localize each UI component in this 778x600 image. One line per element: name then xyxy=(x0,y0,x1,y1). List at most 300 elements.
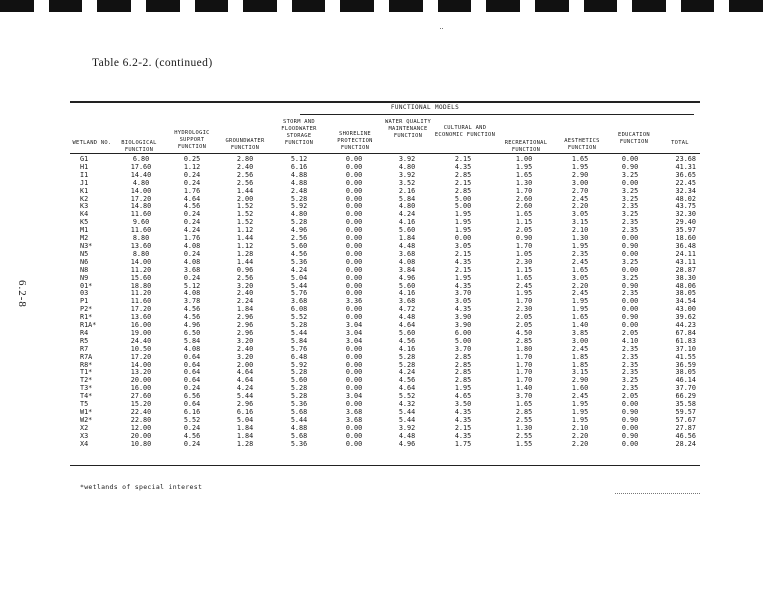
value-cell: 0.00 xyxy=(345,377,363,385)
value-cell: 0.96 xyxy=(236,266,254,274)
value-cell: 12.00 xyxy=(130,424,152,432)
value-cell: 3.20 xyxy=(236,282,254,290)
value-cell: 3.25 xyxy=(621,195,639,203)
value-cell: 2.45 xyxy=(571,258,589,266)
value-cell: 2.35 xyxy=(621,203,639,211)
value-cell: 4.35 xyxy=(454,432,472,440)
value-cell: 4.10 xyxy=(621,337,639,345)
table-row xyxy=(72,172,700,180)
value-cell: 3.68 xyxy=(345,409,363,416)
total-cell: 24.11 xyxy=(675,250,696,258)
value-cell: 2.40 xyxy=(236,290,254,298)
value-cell: 5.84 xyxy=(183,337,201,345)
value-cell: 5.00 xyxy=(454,203,472,211)
value-cell: 5.28 xyxy=(290,393,308,401)
value-cell: 1.52 xyxy=(236,211,254,219)
value-cell: 3.90 xyxy=(454,314,472,322)
value-cell: 19.00 xyxy=(130,329,152,337)
value-cell: 4.35 xyxy=(454,163,472,171)
total-cell: 46.14 xyxy=(675,377,696,385)
wetland-id-cell: K4 xyxy=(80,211,89,219)
total-cell: 23.68 xyxy=(675,156,696,163)
total-cell: 32.34 xyxy=(675,187,696,195)
value-cell: 4.35 xyxy=(454,409,472,416)
table-row xyxy=(72,290,700,298)
value-cell: 0.00 xyxy=(621,322,639,330)
value-cell: 1.12 xyxy=(183,163,201,171)
value-cell: 2.55 xyxy=(515,432,533,440)
value-cell: 2.56 xyxy=(290,235,308,243)
value-cell: 1.95 xyxy=(571,306,589,314)
value-cell: 3.68 xyxy=(398,298,416,306)
wetland-id-cell: R7 xyxy=(80,345,89,353)
value-cell: 5.28 xyxy=(290,219,308,227)
value-cell: 1.44 xyxy=(236,187,254,195)
col-header-wetland: WETLAND NO. xyxy=(72,140,112,146)
value-cell: 3.78 xyxy=(183,298,201,306)
value-cell: 4.08 xyxy=(183,290,201,298)
wetland-id-cell: J1 xyxy=(80,179,89,187)
wetland-id-cell: R7A xyxy=(80,353,93,361)
value-cell: 2.80 xyxy=(236,156,254,163)
value-cell: 3.84 xyxy=(398,266,416,274)
wetland-id-cell: N3* xyxy=(80,242,93,250)
value-cell: 4.56 xyxy=(398,337,416,345)
value-cell: 3.52 xyxy=(398,179,416,187)
table-row xyxy=(72,298,700,306)
value-cell: 0.00 xyxy=(345,219,363,227)
value-cell: 4.08 xyxy=(183,258,201,266)
value-cell: 4.64 xyxy=(236,377,254,385)
total-cell: 29.40 xyxy=(675,219,696,227)
value-cell: 5.44 xyxy=(290,282,308,290)
value-cell: 1.65 xyxy=(515,171,533,179)
value-cell: 1.85 xyxy=(571,361,589,369)
value-cell: 1.70 xyxy=(515,361,533,369)
col-header-shoreline: SHORELINE PROTECTION FUNCTION xyxy=(337,131,373,151)
value-cell: 2.40 xyxy=(236,345,254,353)
table-row xyxy=(72,227,700,235)
functional-models-table xyxy=(72,156,700,449)
value-cell: 5.44 xyxy=(290,416,308,424)
value-cell: 0.00 xyxy=(345,195,363,203)
value-cell: 0.00 xyxy=(621,424,639,432)
wetland-id-cell: W2* xyxy=(80,416,93,424)
value-cell: 4.56 xyxy=(398,377,416,385)
table-row xyxy=(72,409,700,417)
value-cell: 0.00 xyxy=(345,345,363,353)
value-cell: 2.00 xyxy=(236,361,254,369)
value-cell: 4.24 xyxy=(398,369,416,377)
value-cell: 5.04 xyxy=(290,274,308,282)
value-cell: 4.24 xyxy=(398,211,416,219)
value-cell: 0.90 xyxy=(621,282,639,290)
value-cell: 5.44 xyxy=(398,416,416,424)
table-row xyxy=(72,180,700,188)
value-cell: 3.15 xyxy=(571,369,589,377)
value-cell: 13.60 xyxy=(130,314,152,322)
value-cell: 3.68 xyxy=(290,298,308,306)
value-cell: 3.04 xyxy=(345,322,363,330)
value-cell: 1.44 xyxy=(236,258,254,266)
value-cell: 13.20 xyxy=(130,369,152,377)
value-cell: 2.85 xyxy=(454,377,472,385)
value-cell: 2.15 xyxy=(454,424,472,432)
value-cell: 0.24 xyxy=(183,424,201,432)
value-cell: 5.60 xyxy=(398,227,416,235)
table-row xyxy=(72,322,700,330)
value-cell: 3.50 xyxy=(454,401,472,409)
value-cell: 14.00 xyxy=(130,187,152,195)
value-cell: 4.24 xyxy=(290,266,308,274)
value-cell: 4.64 xyxy=(398,322,416,330)
value-cell: 0.00 xyxy=(345,440,363,448)
value-cell: 0.00 xyxy=(345,266,363,274)
value-cell: 5.44 xyxy=(398,409,416,416)
value-cell: 0.00 xyxy=(621,401,639,409)
value-cell: 0.90 xyxy=(621,163,639,171)
value-cell: 2.15 xyxy=(454,179,472,187)
total-cell: 43.00 xyxy=(675,306,696,314)
value-cell: 5.28 xyxy=(398,361,416,369)
wetland-id-cell: G1 xyxy=(80,156,89,163)
value-cell: 3.25 xyxy=(621,187,639,195)
value-cell: 4.48 xyxy=(398,432,416,440)
wetland-id-cell: T4* xyxy=(80,393,93,401)
value-cell: 3.04 xyxy=(345,337,363,345)
value-cell: 1.65 xyxy=(571,314,589,322)
value-cell: 1.30 xyxy=(515,424,533,432)
value-cell: 2.40 xyxy=(236,163,254,171)
table-title: Table 6.2-2. (continued) xyxy=(92,57,213,69)
value-cell: 0.24 xyxy=(183,440,201,448)
value-cell: 5.44 xyxy=(290,329,308,337)
value-cell: 5.92 xyxy=(290,203,308,211)
wetland-id-cell: T3* xyxy=(80,385,93,393)
wetland-id-cell: K3 xyxy=(80,203,89,211)
wetland-id-cell: T2* xyxy=(80,377,93,385)
value-cell: 2.05 xyxy=(515,322,533,330)
col-header-water-quality: WATER QUALITY MAINTENANCE FUNCTION xyxy=(384,119,432,139)
value-cell: 4.35 xyxy=(454,282,472,290)
wetland-id-cell: K1 xyxy=(80,187,89,195)
value-cell: 5.92 xyxy=(290,361,308,369)
col-header-recreational: RECREATIONAL FUNCTION xyxy=(504,140,548,153)
total-cell: 37.10 xyxy=(675,345,696,353)
value-cell: 1.65 xyxy=(571,156,589,163)
value-cell: 0.00 xyxy=(454,235,472,243)
value-cell: 5.36 xyxy=(290,258,308,266)
value-cell: 5.00 xyxy=(454,337,472,345)
value-cell: 5.84 xyxy=(398,195,416,203)
wetland-id-cell: N6 xyxy=(80,258,89,266)
value-cell: 5.12 xyxy=(183,282,201,290)
value-cell: 4.80 xyxy=(132,179,150,187)
value-cell: 1.76 xyxy=(183,187,201,195)
value-cell: 8.80 xyxy=(132,235,150,243)
table-row xyxy=(72,203,700,211)
value-cell: 4.24 xyxy=(183,227,201,235)
value-cell: 0.00 xyxy=(345,424,363,432)
value-cell: 3.05 xyxy=(454,242,472,250)
value-cell: 2.96 xyxy=(236,401,254,409)
value-cell: 5.52 xyxy=(398,393,416,401)
value-cell: 0.00 xyxy=(621,440,639,448)
value-cell: 6.50 xyxy=(183,329,201,337)
value-cell: 1.84 xyxy=(398,235,416,243)
value-cell: 2.15 xyxy=(454,156,472,163)
value-cell: 6.08 xyxy=(290,306,308,314)
value-cell: 1.65 xyxy=(515,401,533,409)
value-cell: 1.84 xyxy=(236,432,254,440)
wetland-id-cell: W1* xyxy=(80,409,93,416)
value-cell: 2.60 xyxy=(515,203,533,211)
value-cell: 1.70 xyxy=(515,298,533,306)
value-cell: 5.52 xyxy=(183,416,201,424)
value-cell: 4.96 xyxy=(290,227,308,235)
value-cell: 4.56 xyxy=(183,203,201,211)
value-cell: 3.25 xyxy=(621,171,639,179)
table-row xyxy=(72,354,700,362)
value-cell: 3.70 xyxy=(515,393,533,401)
value-cell: 1.95 xyxy=(571,416,589,424)
value-cell: 0.00 xyxy=(345,353,363,361)
value-cell: 5.36 xyxy=(290,401,308,409)
value-cell: 0.00 xyxy=(345,242,363,250)
wetland-id-cell: R1* xyxy=(80,314,93,322)
wetland-id-cell: N9 xyxy=(80,274,89,282)
value-cell: 2.90 xyxy=(571,171,589,179)
table-row xyxy=(72,267,700,275)
total-cell: 41.55 xyxy=(675,353,696,361)
value-cell: 2.35 xyxy=(621,219,639,227)
value-cell: 6.48 xyxy=(290,353,308,361)
wetland-id-cell: M2 xyxy=(80,235,89,243)
value-cell: 0.00 xyxy=(621,298,639,306)
table-row xyxy=(72,211,700,219)
table-row xyxy=(72,433,700,441)
value-cell: 1.00 xyxy=(515,156,533,163)
value-cell: 0.00 xyxy=(345,227,363,235)
value-cell: 1.28 xyxy=(236,440,254,448)
table-row xyxy=(72,259,700,267)
value-cell: 3.92 xyxy=(398,171,416,179)
value-cell: 1.44 xyxy=(236,235,254,243)
value-cell: 0.24 xyxy=(183,179,201,187)
value-cell: 22.40 xyxy=(130,409,152,416)
value-cell: 2.45 xyxy=(571,290,589,298)
value-cell: 2.20 xyxy=(571,432,589,440)
value-cell: 1.65 xyxy=(515,211,533,219)
value-cell: 5.28 xyxy=(398,353,416,361)
wetland-id-cell: 01* xyxy=(80,282,93,290)
value-cell: 13.60 xyxy=(130,242,152,250)
value-cell: 14.00 xyxy=(130,258,152,266)
total-cell: 38.30 xyxy=(675,274,696,282)
value-cell: 2.85 xyxy=(454,187,472,195)
value-cell: 2.15 xyxy=(454,250,472,258)
value-cell: 0.00 xyxy=(345,401,363,409)
total-cell: 57.67 xyxy=(675,416,696,424)
table-row xyxy=(72,251,700,259)
wetland-id-cell: X4 xyxy=(80,440,89,448)
value-cell: 0.00 xyxy=(345,235,363,243)
value-cell: 2.35 xyxy=(621,345,639,353)
total-cell: 35.97 xyxy=(675,227,696,235)
value-cell: 14.80 xyxy=(130,203,152,211)
value-cell: 1.60 xyxy=(571,385,589,393)
value-cell: 6.56 xyxy=(183,393,201,401)
value-cell: 1.85 xyxy=(571,353,589,361)
value-cell: 2.16 xyxy=(398,187,416,195)
value-cell: 1.95 xyxy=(571,401,589,409)
value-cell: 0.24 xyxy=(183,219,201,227)
total-cell: 48.06 xyxy=(675,282,696,290)
footnote: *wetlands of special interest xyxy=(80,483,203,491)
table-row xyxy=(72,196,700,204)
col-header-groundwater: GROUNDWATER FUNCTION xyxy=(225,138,265,151)
total-cell: 43.11 xyxy=(675,258,696,266)
value-cell: 1.70 xyxy=(515,242,533,250)
value-cell: 6.16 xyxy=(290,163,308,171)
value-cell: 5.28 xyxy=(290,385,308,393)
value-cell: 2.85 xyxy=(454,361,472,369)
value-cell: 1.95 xyxy=(454,227,472,235)
value-cell: 0.00 xyxy=(621,306,639,314)
value-cell: 2.48 xyxy=(290,187,308,195)
table-row xyxy=(72,283,700,291)
value-cell: 5.28 xyxy=(290,369,308,377)
wetland-id-cell: K2 xyxy=(80,195,89,203)
table-row xyxy=(72,306,700,314)
value-cell: 4.08 xyxy=(183,345,201,353)
value-cell: 2.10 xyxy=(571,424,589,432)
value-cell: 11.20 xyxy=(130,266,152,274)
value-cell: 2.85 xyxy=(515,337,533,345)
value-cell: 4.24 xyxy=(236,385,254,393)
value-cell: 16.00 xyxy=(130,322,152,330)
value-cell: 2.05 xyxy=(621,393,639,401)
value-cell: 1.95 xyxy=(571,242,589,250)
value-cell: 3.20 xyxy=(236,353,254,361)
value-cell: 0.00 xyxy=(621,235,639,243)
value-cell: 5.28 xyxy=(290,322,308,330)
value-cell: 4.35 xyxy=(454,416,472,424)
wetland-id-cell: R4 xyxy=(80,329,89,337)
value-cell: 4.80 xyxy=(398,163,416,171)
value-cell: 2.05 xyxy=(621,329,639,337)
value-cell: 2.96 xyxy=(236,329,254,337)
side-page-number: 6.2-8 xyxy=(16,280,28,308)
value-cell: 1.95 xyxy=(454,274,472,282)
value-cell: 4.56 xyxy=(290,250,308,258)
table-row xyxy=(72,362,700,370)
value-cell: 2.30 xyxy=(515,258,533,266)
value-cell: 3.15 xyxy=(571,219,589,227)
value-cell: 17.20 xyxy=(130,195,152,203)
table-row xyxy=(72,369,700,377)
value-cell: 4.56 xyxy=(183,432,201,440)
value-cell: 3.25 xyxy=(621,258,639,266)
value-cell: 4.08 xyxy=(183,242,201,250)
table-row xyxy=(72,219,700,227)
value-cell: 1.65 xyxy=(515,274,533,282)
value-cell: 2.20 xyxy=(571,440,589,448)
table-row xyxy=(72,385,700,393)
total-cell: 38.05 xyxy=(675,290,696,298)
wetland-id-cell: X2 xyxy=(80,424,89,432)
value-cell: 0.90 xyxy=(621,432,639,440)
value-cell: 0.24 xyxy=(183,274,201,282)
value-cell: 4.72 xyxy=(398,306,416,314)
value-cell: 2.56 xyxy=(236,171,254,179)
value-cell: 6.16 xyxy=(183,409,201,416)
wetland-id-cell: T5 xyxy=(80,401,89,409)
table-row xyxy=(72,235,700,243)
value-cell: 3.68 xyxy=(183,266,201,274)
value-cell: 5.00 xyxy=(454,195,472,203)
value-cell: 0.00 xyxy=(345,163,363,171)
value-cell: 4.16 xyxy=(398,290,416,298)
value-cell: 16.00 xyxy=(130,385,152,393)
col-header-cultural: CULTURAL AND ECONOMIC FUNCTION xyxy=(434,125,496,138)
value-cell: 1.95 xyxy=(454,385,472,393)
value-cell: 1.70 xyxy=(515,369,533,377)
total-cell: 38.05 xyxy=(675,369,696,377)
value-cell: 1.76 xyxy=(183,235,201,243)
total-cell: 36.59 xyxy=(675,361,696,369)
value-cell: 3.00 xyxy=(571,337,589,345)
header-rule xyxy=(70,153,700,154)
value-cell: 0.00 xyxy=(345,274,363,282)
total-cell: 41.31 xyxy=(675,163,696,171)
value-cell: 4.88 xyxy=(290,179,308,187)
value-cell: 4.56 xyxy=(183,314,201,322)
wetland-id-cell: H1 xyxy=(80,163,89,171)
wetland-id-cell: R5 xyxy=(80,337,89,345)
value-cell: 2.35 xyxy=(621,361,639,369)
value-cell: 1.95 xyxy=(454,219,472,227)
total-cell: 48.02 xyxy=(675,195,696,203)
value-cell: 2.60 xyxy=(515,195,533,203)
value-cell: 0.00 xyxy=(345,156,363,163)
value-cell: 5.28 xyxy=(290,195,308,203)
value-cell: 4.80 xyxy=(290,211,308,219)
total-cell: 27.87 xyxy=(675,424,696,432)
value-cell: 4.64 xyxy=(236,369,254,377)
total-cell: 32.30 xyxy=(675,211,696,219)
value-cell: 3.25 xyxy=(621,377,639,385)
value-cell: 0.00 xyxy=(345,290,363,298)
value-cell: 9.60 xyxy=(132,219,150,227)
table-row xyxy=(72,393,700,401)
value-cell: 0.00 xyxy=(345,306,363,314)
wetland-id-cell: M1 xyxy=(80,227,89,235)
value-cell: 3.05 xyxy=(454,298,472,306)
value-cell: 0.25 xyxy=(183,156,201,163)
value-cell: 2.85 xyxy=(454,171,472,179)
value-cell: 5.52 xyxy=(290,314,308,322)
value-cell: 2.35 xyxy=(621,227,639,235)
value-cell: 0.00 xyxy=(345,171,363,179)
value-cell: 1.65 xyxy=(571,266,589,274)
value-cell: 1.95 xyxy=(571,298,589,306)
value-cell: 2.55 xyxy=(515,416,533,424)
value-cell: 5.44 xyxy=(236,393,254,401)
value-cell: 3.92 xyxy=(398,424,416,432)
value-cell: 4.56 xyxy=(183,306,201,314)
value-cell: 1.95 xyxy=(571,163,589,171)
